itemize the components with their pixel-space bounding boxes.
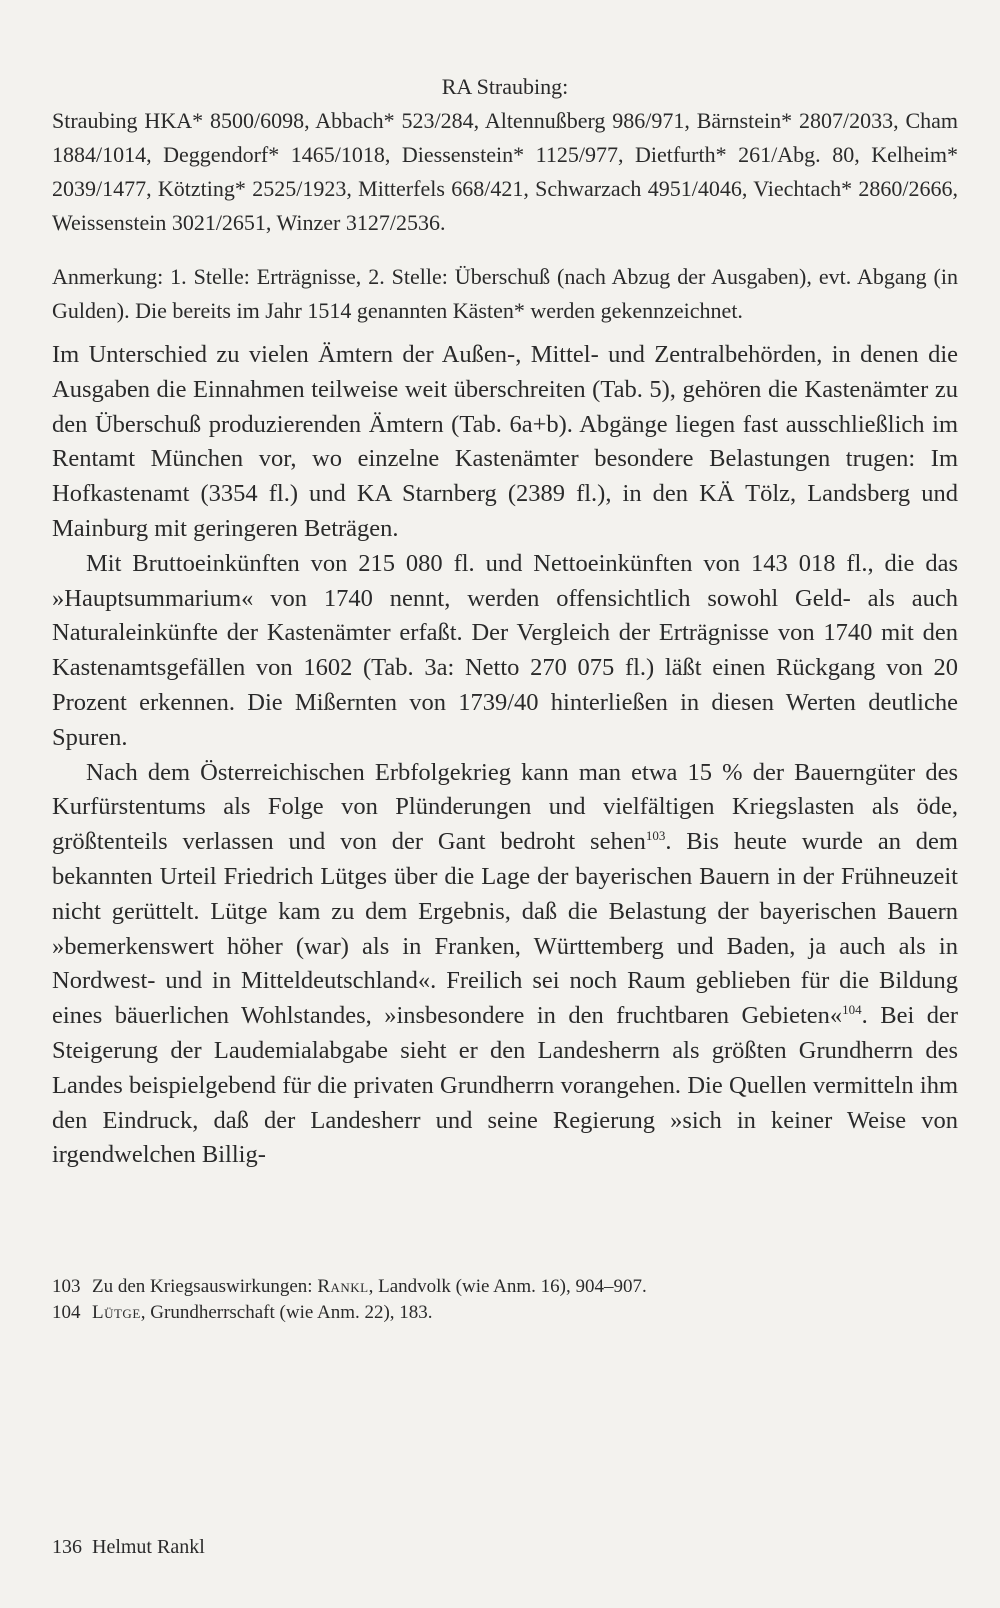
running-author: Helmut Rankl [92,1536,205,1558]
section-heading: RA Straubing: [441,74,569,99]
footnote-103 [52,1274,958,1300]
footnote-author: Lütge [92,1302,141,1323]
footnote-prefix: Zu den Kriegsauswirkungen: [92,1276,318,1297]
page-footer [52,1536,205,1559]
footnote-rest: , Landvolk (wie Anm. 16), 904–907. [368,1276,647,1297]
footnote-number: 104 [52,1302,81,1323]
paragraph-2: Mit Bruttoeinkünften von 215 080 fl. und Nettoeinkünften von 143 018 fl., die das »Hauptsummarium« von 1740 nennt, werden offensichtlich sowohl Geld- als auch Naturaleinkünfte der Kastenämter erfaßt. Der Vergleich der Erträgnisse von 1740 mit den Kastenamtsgefällen von 1602 (Tab. 3a: Netto 270 075 fl.) läßt einen Rückgang von 20 Prozent erkennen. Die Mißernten von 1739/40 hinterließen in diesen Werten deutliche Spuren. [52,549,958,751]
footnote-104 [52,1300,958,1326]
paragraph-3-part-c: . Bei der Steigerung der Laudemialabgabe sieht er den Landesherrn als größten Grundherrn des Landes beispielgebend für die privaten Grundherrn vorangehen. Die Quellen vermitteln ihm den Eindruck, daß der Landesherr und seine Regierung »sich in keiner Weise von irgendwelchen Billig- [52,1002,958,1169]
page-content [52,70,958,1173]
footnote-ref-103[interactable]: 103 [645,828,666,843]
paragraph-3-part-b: . Bis heute wurde an dem bekannten Urteil Friedrich Lütges über die Lage der bayerischen Bauern in der Frühneuzeit nicht gerüttelt. Lütge kam zu dem Ergebnis, daß die Belastung der bayerischen Bauern »bemerkenswert höher (war) als in Franken, Württemberg und Baden, ja auch als in Nordwest- und in Mitteldeutschland«. Freilich sei noch Raum geblieben für die Bildung eines bäuerlichen Wohlstandes, »insbesondere in den fruchtbaren Gebieten« [52,828,958,1030]
footnotes [52,1274,958,1326]
footnote-number: 103 [52,1276,81,1297]
footnote-rest: , Grundherrschaft (wie Anm. 22), 183. [140,1302,433,1323]
table-note: Anmerkung: 1. Stelle: Erträgnisse, 2. Stelle: Überschuß (nach Abzug der Ausgaben), evt. Abgang (in Gulden). Die bereits im Jahr 1514 genannten Kästen* werden gekennzeichnet. [52,264,958,323]
footnote-author: Rankl [317,1276,369,1297]
rent-office-list: Straubing HKA* 8500/6098, Abbach* 523/284, Altennußberg 986/971, Bärnstein* 2807/2033, Cham 1884/1014, Deggendorf* 1465/1018, Diessenstein* 1125/977, Dietfurth* 261/Abg. 80, Kelheim* 2039/1477, Kötzting* 2525/1923, Mitterfels 668/421, Schwarzach 4951/4046, Viechtach* 2860/2666, Weissenstein 3021/2651, Winzer 3127/2536. [52,108,958,235]
page-number: 136 [52,1536,82,1558]
paragraph-3 [52,756,958,1174]
paragraph-1: Im Unterschied zu vielen Ämtern der Außen-, Mittel- und Zentralbehörden, in denen die Ausgaben die Einnahmen teilweise weit überschreiten (Tab. 5), gehören die Kastenämter zu den Überschuß produzierenden Ämtern (Tab. 6a+b). Abgänge liegen fast ausschließlich im Rentamt München vor, wo einzelne Kastenämter besondere Belastungen trugen: Im Hofkastenamt (3354 fl.) und KA Starnberg (2389 fl.), in den KÄ Tölz, Landsberg und Mainburg mit geringeren Beträgen. [52,341,958,542]
paragraph-3-part-a: Nach dem Österreichischen Erbfolgekrieg kann man etwa 15 % der Bauerngüter des Kurfürstentums als Folge von Plünderungen und vielfältigen Kriegslasten als öde, größtenteils verlassen und von der Gant bedroht sehen [52,758,958,856]
footnote-ref-104[interactable]: 104 [842,1001,862,1017]
